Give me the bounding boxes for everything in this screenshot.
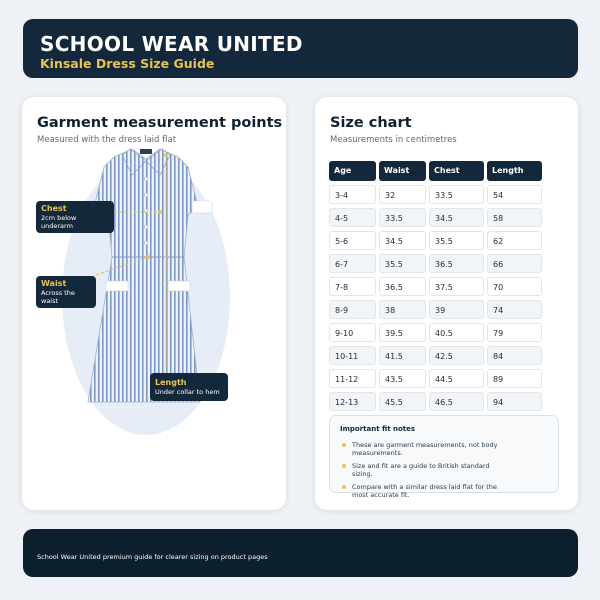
cell-waist: 41.5 xyxy=(379,346,426,365)
cell-chest: 39 xyxy=(429,300,484,319)
header-age: Age xyxy=(329,161,376,181)
size-chart-table xyxy=(329,161,559,415)
cell-age: 6-7 xyxy=(329,254,376,273)
left-pocket xyxy=(106,281,128,291)
cell-age: 8-9 xyxy=(329,300,376,319)
table-row xyxy=(329,185,559,204)
table-row xyxy=(329,277,559,296)
brand-title: SCHOOL WEAR UNITED xyxy=(40,32,303,56)
cell-length: 84 xyxy=(487,346,542,365)
chest-label-title: Chest xyxy=(41,204,67,213)
cell-chest: 40.5 xyxy=(429,323,484,342)
table-row xyxy=(329,254,559,273)
page-footer xyxy=(23,529,578,577)
cell-chest: 34.5 xyxy=(429,208,484,227)
cell-length: 94 xyxy=(487,392,542,411)
cell-chest: 35.5 xyxy=(429,231,484,250)
cell-waist: 36.5 xyxy=(379,277,426,296)
dress-illustration xyxy=(22,97,286,510)
cell-age: 3-4 xyxy=(329,185,376,204)
measurement-points-card xyxy=(22,97,286,510)
size-chart-heading xyxy=(330,114,457,145)
header-chest: Chest xyxy=(429,161,484,181)
cell-waist: 43.5 xyxy=(379,369,426,388)
table-row xyxy=(329,231,559,250)
table-row xyxy=(329,346,559,365)
cell-length: 58 xyxy=(487,208,542,227)
cell-chest: 36.5 xyxy=(429,254,484,273)
cell-waist: 39.5 xyxy=(379,323,426,342)
size-chart-card xyxy=(315,97,578,510)
cell-waist: 33.5 xyxy=(379,208,426,227)
fit-note-item: Compare with a similar dress laid flat for the most accurate fit. xyxy=(340,483,500,499)
cell-chest: 46.5 xyxy=(429,392,484,411)
right-pocket xyxy=(168,281,190,291)
fit-notes-title: Important fit notes xyxy=(340,425,416,433)
cell-waist: 35.5 xyxy=(379,254,426,273)
dress-tag xyxy=(140,149,152,154)
size-chart-title: Size chart xyxy=(330,115,412,131)
waist-label xyxy=(36,276,96,308)
table-row xyxy=(329,369,559,388)
cell-age: 12-13 xyxy=(329,392,376,411)
length-label-title: Length xyxy=(155,378,187,387)
cell-length: 74 xyxy=(487,300,542,319)
cell-age: 4-5 xyxy=(329,208,376,227)
chest-label xyxy=(36,201,114,233)
fit-notes-list xyxy=(340,441,548,499)
size-chart-caption: Measurements in centimetres xyxy=(330,135,457,145)
cell-chest: 37.5 xyxy=(429,277,484,296)
cell-length: 79 xyxy=(487,323,542,342)
cell-chest: 44.5 xyxy=(429,369,484,388)
waist-label-title: Waist xyxy=(41,279,67,288)
cell-age: 9-10 xyxy=(329,323,376,342)
measurement-points-heading xyxy=(37,114,282,145)
header-length: Length xyxy=(487,161,542,181)
cell-age: 5-6 xyxy=(329,231,376,250)
page-header xyxy=(23,19,578,78)
cell-waist: 32 xyxy=(379,185,426,204)
table-row xyxy=(329,392,559,411)
cell-age: 7-8 xyxy=(329,277,376,296)
guide-subtitle: Kinsale Dress Size Guide xyxy=(40,56,215,71)
cell-length: 70 xyxy=(487,277,542,296)
cell-waist: 38 xyxy=(379,300,426,319)
length-label xyxy=(150,373,228,401)
cell-chest: 33.5 xyxy=(429,185,484,204)
cell-length: 54 xyxy=(487,185,542,204)
length-label-desc: Under collar to hem xyxy=(155,388,220,396)
measurement-points-title: Garment measurement points xyxy=(37,115,283,131)
cell-waist: 45.5 xyxy=(379,392,426,411)
fit-note-item: Size and fit are a guide to British standard sizing. xyxy=(340,462,500,478)
measurement-points-caption: Measured with the dress laid flat xyxy=(37,135,177,145)
header-waist: Waist xyxy=(379,161,426,181)
cell-waist: 34.5 xyxy=(379,231,426,250)
right-cuff xyxy=(192,201,212,213)
footer-text: School Wear United premium guide for clearer sizing on product pages xyxy=(37,553,268,561)
cell-length: 62 xyxy=(487,231,542,250)
cell-length: 89 xyxy=(487,369,542,388)
table-row xyxy=(329,323,559,342)
cell-chest: 42.5 xyxy=(429,346,484,365)
cell-age: 10-11 xyxy=(329,346,376,365)
dress-button xyxy=(144,177,148,181)
fit-notes xyxy=(329,415,559,499)
table-row xyxy=(329,208,559,227)
cell-length: 66 xyxy=(487,254,542,273)
cell-age: 11-12 xyxy=(329,369,376,388)
chest-label-desc: 2cm below underarm xyxy=(41,214,77,230)
table-row xyxy=(329,300,559,319)
fit-note-item: These are garment measurements, not body measurements. xyxy=(340,441,500,457)
waist-label-desc: Across the waist xyxy=(41,289,75,305)
table-header-row xyxy=(329,161,559,181)
